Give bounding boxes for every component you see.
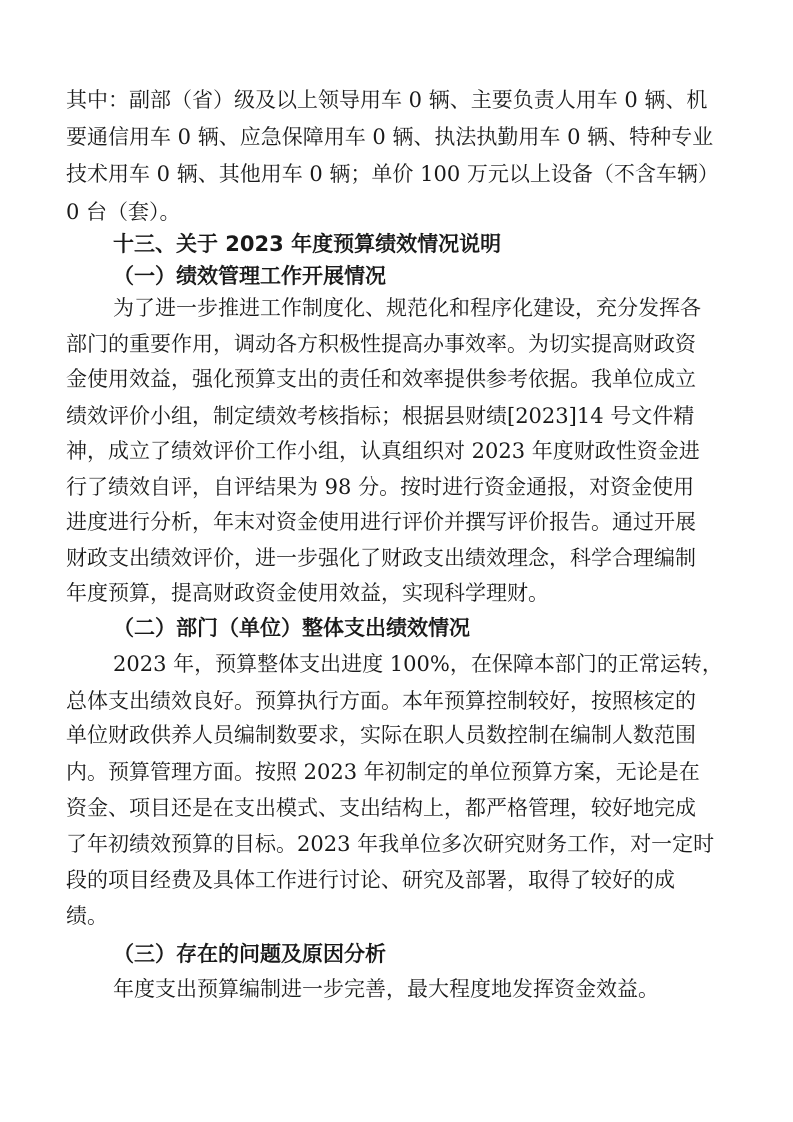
body-text-line: 了年初绩效预算的目标。2023 年我单位多次研究财务工作，对一定时 — [66, 832, 715, 856]
body-text-line: 单位财政供养人员编制数要求，实际在职人员数控制在编制人数范围 — [66, 723, 696, 747]
subsection-heading: （三）存在的问题及原因分析 — [113, 942, 386, 966]
body-text-line: 进度进行分析，年末对资金使用进行评价并撰写评价报告。通过开展 — [66, 510, 696, 534]
body-text-line: 技术用车 0 辆、其他用车 0 辆；单价 100 万元以上设备（不含车辆） — [66, 162, 719, 186]
body-text-line: 年度支出预算编制进一步完善，最大程度地发挥资金效益。 — [113, 977, 659, 1001]
body-text-line: 金使用效益，强化预算支出的责任和效率提供参考依据。我单位成立 — [66, 367, 696, 391]
body-text-line: 年度预算，提高财政资金使用效益，实现科学理财。 — [66, 581, 549, 605]
body-text-line: 0 台（套）。 — [66, 200, 181, 224]
body-text-line: 部门的重要作用，调动各方积极性提高办事效率。为切实提高财政资 — [66, 332, 696, 356]
section-heading: 十三、关于 2023 年度预算绩效情况说明 — [113, 232, 502, 256]
body-text-line: 资金、项目还是在支出模式、支出结构上，都严格管理，较好地完成 — [66, 796, 696, 820]
body-text-line: 其中：副部（省）级及以上领导用车 0 辆、主要负责人用车 0 辆、机 — [66, 88, 708, 112]
body-text-line: 总体支出绩效良好。预算执行方面。本年预算控制较好，按照核定的 — [66, 689, 696, 713]
subsection-heading: （一）绩效管理工作开展情况 — [113, 264, 386, 288]
body-text-line: 要通信用车 0 辆、应急保障用车 0 辆、执法执勤用车 0 辆、特种专业 — [66, 125, 714, 149]
body-text-line: 2023 年，预算整体支出进度 100%，在保障本部门的正常运转， — [113, 652, 723, 676]
subsection-heading: （二）部门（单位）整体支出绩效情况 — [113, 616, 470, 640]
body-text-line: 段的项目经费及具体工作进行讨论、研究及部署，取得了较好的成 — [66, 868, 675, 892]
body-text-line: 为了进一步推进工作制度化、规范化和程序化建设，充分发挥各 — [113, 296, 701, 320]
body-text-line: 神，成立了绩效评价工作小组，认真组织对 2023 年度财政性资金进 — [66, 439, 700, 463]
body-text-line: 行了绩效自评，自评结果为 98 分。按时进行资金通报，对资金使用 — [66, 475, 695, 499]
body-text-line: 绩。 — [66, 904, 108, 928]
body-text-line: 财政支出绩效评价，进一步强化了财政支出绩效理念，科学合理编制 — [66, 546, 696, 570]
body-text-line: 内。预算管理方面。按照 2023 年初制定的单位预算方案，无论是在 — [66, 760, 700, 784]
body-text-line: 绩效评价小组，制定绩效考核指标；根据县财绩[2023]14 号文件精 — [66, 404, 695, 428]
